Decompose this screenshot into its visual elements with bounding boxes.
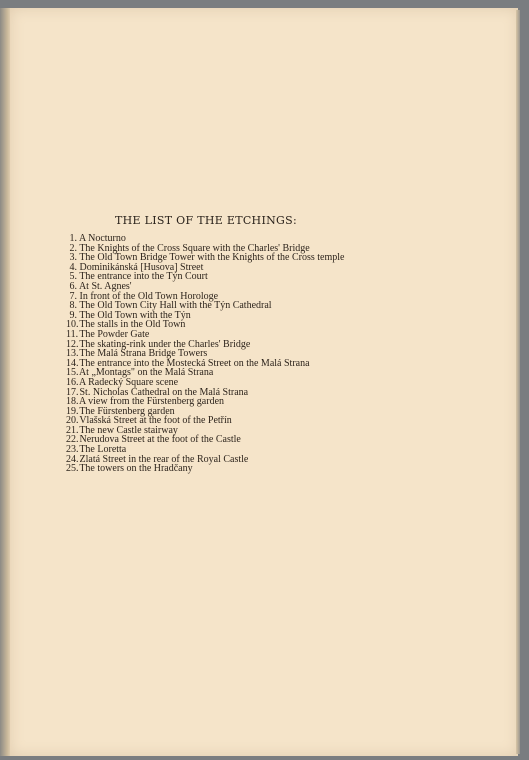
item-title: At „Montags" on the Malá Strana [78,367,214,379]
item-title: The Knights of the Cross Square with the Charles' Bridge [79,242,310,254]
document-page [10,8,518,756]
page-right-edge [516,10,520,754]
item-number: 1. [69,233,77,244]
item-title: Zlatá Street in the rear of the Royal Castle [79,453,249,465]
item-number: 18. [66,396,79,408]
item-title: A Nocturno [78,233,126,244]
item-number: 22. [66,434,79,446]
item-number: 21. [66,424,79,436]
item-title: A Radecký Square scene [78,376,179,388]
item-title: The Malá Strana Bridge Towers [79,348,208,360]
item-title: Nerudova Street at the foot of the Castle [79,434,241,446]
item-title: The entrance into the Mostecká Street on the Malá Strana [79,357,310,369]
item-number: 3. [69,252,77,264]
item-title: The Old Town Bridge Tower with the Knights of the Cross temple [79,252,345,264]
item-title: At St. Agnes' [78,280,132,292]
item-number: 16. [66,376,79,388]
item-number: 8. [69,300,77,312]
item-title: The Fürstenberg garden [79,405,175,417]
item-number: 11. [66,328,79,340]
item-title: The new Castle stairway [79,424,178,436]
item-title: The stalls in the Old Town [79,319,186,331]
item-number: 4. [69,261,77,273]
item-number: 9. [69,309,77,321]
item-title: The Old Town with the Týn [79,309,191,321]
item-number: 12. [66,338,79,350]
item-title: The Powder Gate [79,328,150,340]
item-number: 19. [66,405,79,417]
etchings-list [66,234,344,474]
item-title: The skating-rink under the Charles' Bridge [79,338,251,350]
item-number: 14. [66,357,79,369]
item-title: The towers on the Hradčany [79,463,193,475]
item-title: Dominikánská [Husova] Street [79,261,204,273]
item-title: St. Nicholas Cathedral on the Malá Strana [79,386,249,398]
item-number: 2. [69,242,77,254]
item-title: The Old Town City Hall with the Týn Cathedral [79,300,272,312]
item-number: 7. [69,290,77,302]
item-number: 25. [66,463,79,475]
item-number: 24. [66,453,79,465]
item-title: The Loretta [79,444,127,456]
item-number: 20. [66,415,79,427]
item-title: Vlašská Street at the foot of the Petřín [79,415,232,427]
item-number: 13. [66,348,79,360]
item-number: 17. [66,386,79,398]
page-title: THE LIST OF THE ETCHINGS: [115,214,297,227]
item-number: 23. [66,444,79,456]
item-title: In front of the Old Town Horologe [79,290,219,302]
item-number: 6. [69,280,77,292]
item-number: 5. [69,271,77,283]
item-number: 15. [66,367,79,379]
list-item [66,464,344,474]
item-title: A view from the Fürstenberg garden [78,396,225,408]
item-title: The entrance into the Týn Court [79,271,208,283]
item-number: 10. [66,319,79,331]
